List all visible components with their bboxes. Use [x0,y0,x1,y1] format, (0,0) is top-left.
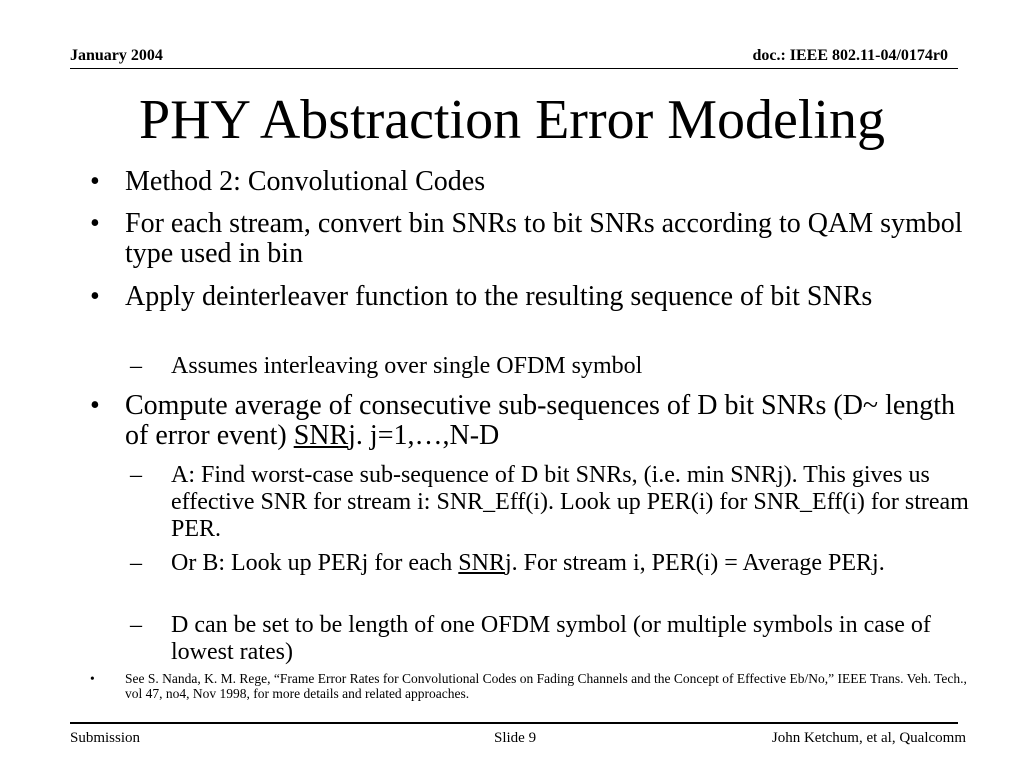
bullet-deinterleave [90,282,985,312]
sub-bullet-text: A: Find worst-case sub-sequence of D bit SNRs, (i.e. min SNRj). This gives us effective SNR for stream i: SNR_Eff(i). Look up PER(i) for SNR_Eff(i) for stream PER. [171,462,969,542]
reference-text: See S. Nanda, K. M. Rege, “Frame Error Rates for Convolutional Codes on Fading Channels and the Concept of Effective Eb/No,” IEEE Trans. Veh. Tech., vol 47, no4, Nov 1998, for more details and related approaches. [125,671,967,701]
bullet-text-post: j. j=1,…,N-D [348,420,500,451]
bullet-text-pre: Compute average of consecutive sub-sequences of D bit SNRs (D~ length of error event) [125,390,956,451]
sub-bullet-marker: – [130,462,142,488]
sub-bullet-d-length [130,612,971,666]
bullet-marker: • [90,281,100,312]
footer-slide-number: Slide 9 [494,730,537,746]
footer-rule [70,722,958,724]
bullet-method [90,167,985,197]
footer-submission: Submission [70,730,141,746]
sub-bullet-option-a [130,462,971,543]
bullet-text: For each stream, convert bin SNRs to bit SNRs according to QAM symbol type used in bin [125,208,963,269]
sub-bullet-option-b [130,550,971,577]
bullet-marker: • [90,671,95,686]
bullet-reference [90,671,985,701]
header-rule [70,68,958,69]
bullet-average [90,391,985,451]
header-date: January 2004 [70,47,163,64]
bullet-marker: • [90,166,100,197]
slide-title: PHY Abstraction Error Modeling [138,89,886,151]
sub-bullet-text: Assumes interleaving over single OFDM symbol [171,353,643,379]
sub-bullet-text-pre: Or B: Look up PERj for each [171,550,459,576]
bullet-marker: • [90,208,100,239]
sub-bullet-interleaving [130,353,971,380]
bullet-marker: • [90,390,100,421]
bullet-text: Apply deinterleaver function to the resulting sequence of bit SNRs [125,281,873,312]
footer-author: John Ketchum, et al, Qualcomm [771,730,966,746]
sub-bullet-marker: – [130,612,142,638]
sub-bullet-marker: – [130,550,142,576]
bullet-text-underlined: SNR [293,420,349,451]
sub-bullet-text: D can be set to be length of one OFDM symbol (or multiple symbols in case of lowest rates) [171,612,931,665]
bullet-convert [90,209,985,269]
header-doc-id: doc.: IEEE 802.11-04/0174r0 [752,47,948,64]
sub-bullet-text-post: j. For stream i, PER(i) = Average PERj. [504,550,885,576]
bullet-text: Method 2: Convolutional Codes [125,166,486,197]
sub-bullet-text-underlined: SNR [458,550,505,576]
sub-bullet-marker: – [130,353,142,379]
